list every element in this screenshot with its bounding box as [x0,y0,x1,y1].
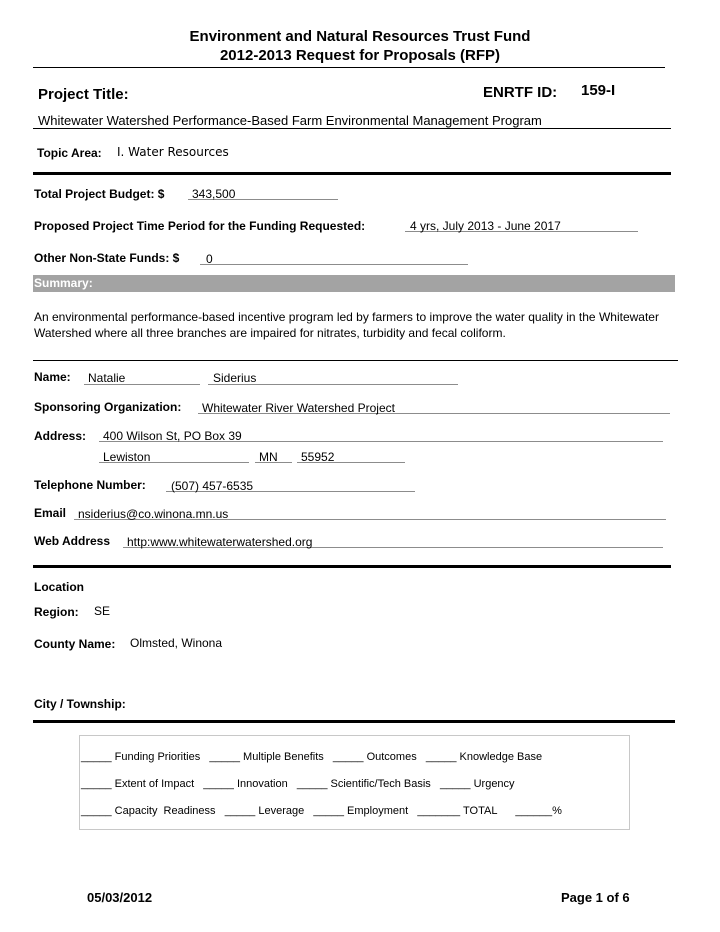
phone-label: Telephone Number: [34,478,146,492]
email-label: Email [34,506,67,520]
period-value: 4 yrs, July 2013 - June 2017 [410,219,561,233]
budget-label: Total Project Budget: $ [34,187,165,201]
scoring-row-3: _____ Capacity Readiness _____ Leverage _____ Employment _______ TOTAL ______% [81,805,562,817]
nonstate-value: 0 [206,252,213,266]
header-title: Environment and Natural Resources Trust Fund [189,28,531,45]
contact-divider [33,565,671,568]
project-title-value: Whitewater Watershed Performance-Based Farm Environmental Management Program [38,113,542,128]
footer-page-number: Page 1 of 6 [561,890,630,905]
web-label: Web Address [34,534,111,548]
scoring-row-1: _____ Funding Priorities _____ Multiple Benefits _____ Outcomes _____ Knowledge Base [81,751,543,763]
budget-value: 343,500 [192,187,236,201]
title-divider [33,128,671,129]
footer-date: 05/03/2012 [87,890,153,905]
zip-value: 55952 [301,450,335,464]
nonstate-label: Other Non-State Funds: $ [34,251,180,265]
first-name-value: Natalie [88,371,126,385]
enrtf-id-label: ENRTF ID: [483,84,558,101]
city-township-label: City / Township: [34,697,126,711]
nonstate-field[interactable] [200,249,468,265]
period-label: Proposed Project Time Period for the Funding Requested: [34,219,366,233]
topic-area-label: Topic Area: [37,146,102,160]
header-subtitle: 2012-2013 Request for Proposals (RFP) [219,47,501,64]
phone-value: (507) 457-6535 [171,479,254,493]
enrtf-id-value: 159-I [581,82,616,99]
org-value: Whitewater River Watershed Project [202,401,395,415]
web-value: http:www.whitewaterwatershed.org [127,535,313,549]
name-label: Name: [34,370,71,384]
scoring-box [79,735,630,830]
summary-divider [33,360,678,361]
county-value: Olmsted, Winona [130,636,223,650]
scoring-row-2: _____ Extent of Impact _____ Innovation _____ Scientific/Tech Basis _____ Urgency [81,778,515,790]
region-label: Region: [34,605,79,619]
org-label: Sponsoring Organization: [34,400,182,414]
county-label: County Name: [34,637,116,651]
topic-area-value: I. Water Resources [117,145,229,159]
location-divider [33,720,675,723]
last-name-value: Siderius [213,371,257,385]
address-label: Address: [34,429,87,443]
location-heading: Location [34,580,84,594]
address-line1-value: 400 Wilson St, PO Box 39 [103,429,242,443]
summary-text: An environmental performance-based incentive program led by farmers to improve the water quality in the Whitewater Watershed where all three branches are impaired for nitrates, turbidity and fecal coliform. [34,310,659,340]
state-value: MN [259,450,278,464]
project-title-label: Project Title: [38,86,129,103]
region-value: SE [94,604,111,618]
summary-header: Summary: [33,275,675,292]
city-value: Lewiston [103,450,151,464]
header-divider [33,67,665,68]
email-value: nsiderius@co.winona.mn.us [78,507,229,521]
topic-divider [33,172,671,175]
